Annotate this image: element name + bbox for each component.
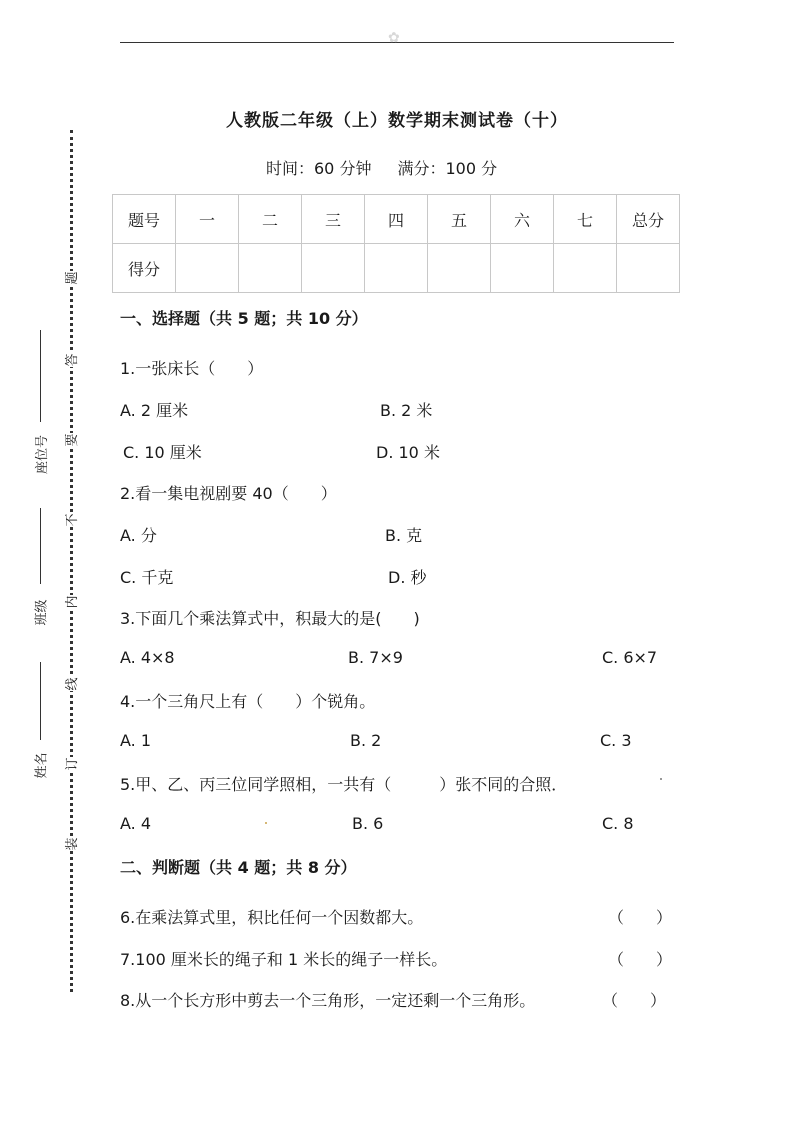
q4-option-c[interactable]: C. 3 xyxy=(600,731,632,750)
q1-option-d[interactable]: D. 10 米 xyxy=(376,443,440,462)
q3-option-c[interactable]: C. 6×7 xyxy=(602,648,658,667)
score-table xyxy=(112,194,680,293)
q4-option-b[interactable]: B. 2 xyxy=(350,731,382,750)
seal-word: 线 xyxy=(65,677,80,691)
class-label: 班级 xyxy=(34,599,50,626)
seat-number-label: 座位号 xyxy=(35,434,51,475)
q3-option-b[interactable]: B. 7×9 xyxy=(348,648,403,667)
score-header-cell: 题号 xyxy=(113,195,176,244)
binding-dotted-line xyxy=(70,130,73,992)
score-header-cell: 五 xyxy=(428,195,491,244)
page-title: 人教版二年级（上）数学期末测试卷（十） xyxy=(226,111,568,131)
question-2: 2.看一集电视剧要 40（ ） xyxy=(120,484,337,503)
q2-option-a[interactable]: A. 分 xyxy=(120,526,157,545)
seal-word: 内 xyxy=(65,595,80,609)
q3-option-a[interactable]: A. 4×8 xyxy=(120,648,175,667)
score-row-label: 得分 xyxy=(113,244,176,293)
seal-word: 装 xyxy=(65,837,80,851)
score-table-header-row xyxy=(113,195,680,244)
score-header-cell: 六 xyxy=(491,195,554,244)
q1-option-b[interactable]: B. 2 米 xyxy=(380,401,433,420)
score-cell[interactable] xyxy=(428,244,491,293)
score-cell[interactable] xyxy=(176,244,239,293)
exam-full-score: 满分：100 分 xyxy=(397,159,498,178)
q5-option-b[interactable]: B. 6 xyxy=(352,814,384,833)
q1-option-a[interactable]: A. 2 厘米 xyxy=(120,401,189,420)
seal-word: 要 xyxy=(65,433,80,447)
q6-answer-box[interactable]: （ ） xyxy=(608,908,673,927)
score-header-cell: 三 xyxy=(302,195,365,244)
q2-option-b[interactable]: B. 克 xyxy=(385,526,423,545)
section-2-title: 二、判断题（共 4 题；共 8 分） xyxy=(120,858,357,877)
seat-number-blank[interactable] xyxy=(40,330,41,422)
q4-option-a[interactable]: A. 1 xyxy=(120,731,152,750)
score-cell[interactable] xyxy=(239,244,302,293)
seal-word: 订 xyxy=(65,757,80,771)
score-header-cell: 七 xyxy=(554,195,617,244)
q2-option-c[interactable]: C. 千克 xyxy=(120,568,174,587)
question-7: 7.100 厘米长的绳子和 1 米长的绳子一样长。 xyxy=(120,950,448,969)
section-1-title: 一、选择题（共 5 题；共 10 分） xyxy=(120,309,368,328)
seal-word: 不 xyxy=(65,513,80,527)
question-3: 3.下面几个乘法算式中，积最大的是( ) xyxy=(120,609,420,628)
question-6: 6.在乘法算式里，积比任何一个因数都大。 xyxy=(120,908,424,927)
score-cell[interactable] xyxy=(365,244,428,293)
score-header-cell: 二 xyxy=(239,195,302,244)
exam-info xyxy=(266,156,497,179)
question-5: 5.甲、乙、丙三位同学照相，一共有（ ）张不同的合照． xyxy=(120,775,568,794)
score-header-cell: 四 xyxy=(365,195,428,244)
score-table-score-row xyxy=(113,244,680,293)
score-cell[interactable] xyxy=(302,244,365,293)
name-label: 姓名 xyxy=(34,752,50,779)
q7-answer-box[interactable]: （ ） xyxy=(608,950,673,969)
name-blank[interactable] xyxy=(40,662,41,740)
exam-time: 时间：60 分钟 xyxy=(266,159,372,178)
print-speck xyxy=(660,778,662,780)
seal-word: 答 xyxy=(65,353,80,367)
score-header-cell: 总分 xyxy=(617,195,680,244)
print-speck xyxy=(265,822,267,824)
q2-option-d[interactable]: D. 秒 xyxy=(388,568,427,587)
score-header-cell: 一 xyxy=(176,195,239,244)
score-cell[interactable] xyxy=(617,244,680,293)
seal-word: 题 xyxy=(65,271,80,285)
faint-watermark-mark: ✿ xyxy=(388,30,400,46)
q5-option-c[interactable]: C. 8 xyxy=(602,814,634,833)
question-1: 1.一张床长（ ） xyxy=(120,359,264,378)
score-cell[interactable] xyxy=(554,244,617,293)
q5-option-a[interactable]: A. 4 xyxy=(120,814,152,833)
q8-answer-box[interactable]: （ ） xyxy=(602,991,667,1010)
class-blank[interactable] xyxy=(40,508,41,584)
question-8: 8.从一个长方形中剪去一个三角形，一定还剩一个三角形。 xyxy=(120,991,536,1010)
score-cell[interactable] xyxy=(491,244,554,293)
q1-option-c[interactable]: C. 10 厘米 xyxy=(123,443,202,462)
question-4: 4.一个三角尺上有（ ）个锐角。 xyxy=(120,692,376,711)
